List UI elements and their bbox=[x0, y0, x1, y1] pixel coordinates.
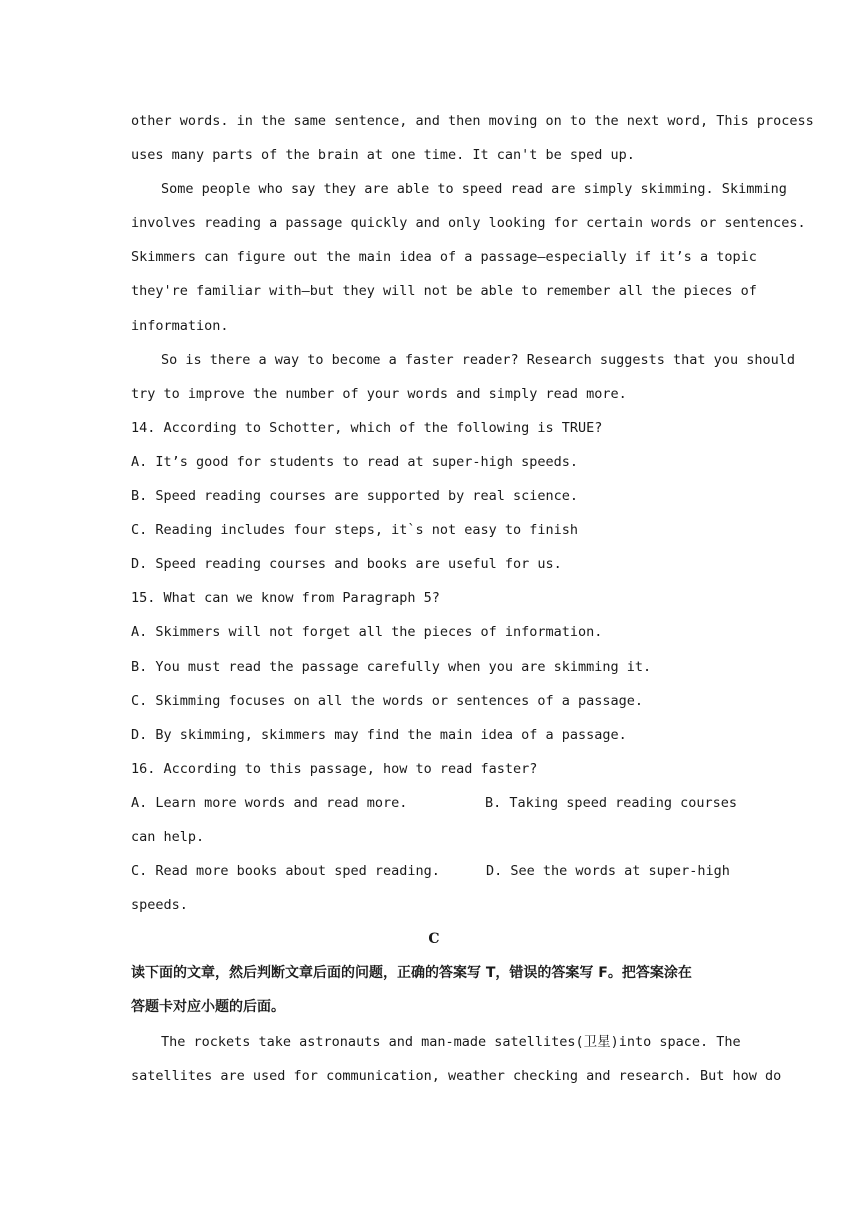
question-16-option-b-cont: can help. bbox=[131, 828, 205, 845]
question-14-option-b: B. Speed reading courses are supported by real science. bbox=[131, 488, 579, 505]
question-16-stem: 16. According to this passage, how to read faster? bbox=[131, 760, 538, 777]
passage-line: other words. in the same sentence, and then moving on to the next word, This process bbox=[131, 113, 814, 129]
passage-line: Some people who say they are able to speed read are simply skimming. Skimming bbox=[161, 181, 787, 198]
question-15-option-d: D. By skimming, skimmers may find the main idea of a passage. bbox=[131, 726, 627, 743]
question-16-option-a: A. Learn more words and read more. bbox=[131, 794, 408, 811]
question-16-option-d: D. See the words at super-high bbox=[486, 863, 730, 880]
question-16-row-ab bbox=[131, 786, 737, 820]
passage-line: information. bbox=[131, 317, 229, 334]
passage-line: uses many parts of the brain at one time. It can't be sped up. bbox=[131, 147, 635, 164]
question-16-option-c: C. Read more books about sped reading. bbox=[131, 863, 440, 880]
passage-line: try to improve the number of your words and simply read more. bbox=[131, 385, 627, 402]
question-14-stem: 14. According to Schotter, which of the following is TRUE? bbox=[131, 419, 603, 436]
question-16-row-cd bbox=[131, 854, 737, 888]
question-14-option-c: C. Reading includes four steps, it`s not easy to finish bbox=[131, 522, 579, 539]
question-15-option-c: C. Skimming focuses on all the words or sentences of a passage. bbox=[131, 692, 644, 709]
question-15-option-a: A. Skimmers will not forget all the pieces of information. bbox=[131, 624, 603, 641]
passage-line: Skimmers can figure out the main idea of a passage—especially if it’s a topic bbox=[131, 249, 757, 266]
question-15-option-b: B. You must read the passage carefully when you are skimming it. bbox=[131, 658, 652, 675]
question-16-option-b: B. Taking speed reading courses bbox=[485, 794, 737, 811]
question-16-option-d-cont: speeds. bbox=[131, 897, 188, 914]
document-page bbox=[131, 104, 814, 1093]
passage-line: satellites are used for communication, weather checking and research. But how do bbox=[131, 1067, 782, 1084]
question-15-stem: 15. What can we know from Paragraph 5? bbox=[131, 590, 440, 607]
question-14-option-d: D. Speed reading courses and books are useful for us. bbox=[131, 556, 562, 573]
question-14-option-a: A. It’s good for students to read at super-high speeds. bbox=[131, 453, 579, 470]
passage-line: they're familiar with—but they will not be able to remember all the pieces of bbox=[131, 283, 757, 300]
passage-line: So is there a way to become a faster reader? Research suggests that you should bbox=[161, 351, 795, 368]
section-c-instruction: 读下面的文章，然后判断文章后面的问题，正确的答案写 T，错误的答案写 F。把答案涂在 bbox=[131, 965, 692, 982]
passage-line: involves reading a passage quickly and only looking for certain words or sentences. bbox=[131, 215, 806, 232]
section-c-heading: C bbox=[428, 931, 440, 948]
section-c-instruction: 答题卡对应小题的后面。 bbox=[131, 999, 285, 1016]
passage-line: The rockets take astronauts and man-made satellites(卫星)into space. The bbox=[161, 1033, 741, 1050]
